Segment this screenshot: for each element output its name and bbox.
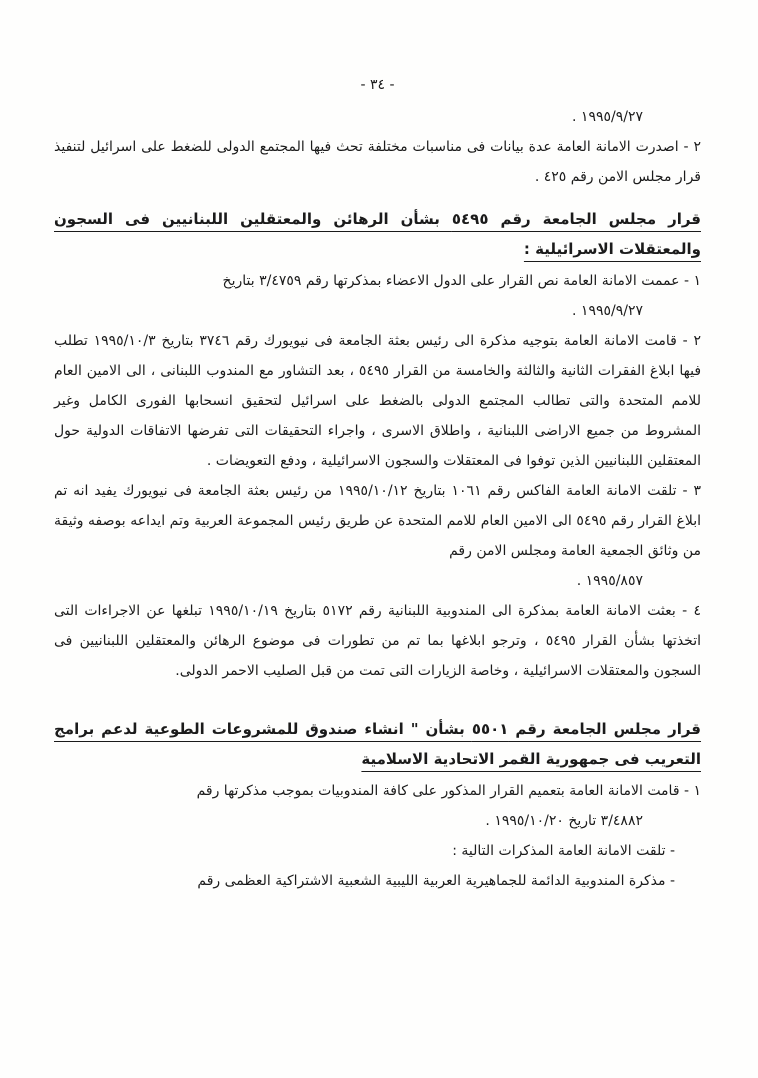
resolution-5495-heading: قرار مجلس الجامعة رقم ٥٤٩٥ بشأن الرهائن والمعتقلين اللبنانيين فى السجون والمعتقلات الاسرائيلية : [54, 210, 701, 258]
res5495-item-4: ٤ - بعثت الامانة العامة بمذكرة الى المندوبية اللبنانية رقم ٥١٧٢ بتاريخ ١٩٩٥/١٠/١٩ تبلغها عن الاجراءات التى اتخذتها بشأن القرار ٥٤٩٥ ، وترجو ابلاغها بما تم من تطورات فى موضوع الرهائن والمعتقلين اللبنانيين فى السجون والمعتقلات الاسرائيلية ، وخاصة الزيارات التى تمت من قبل الصليب الاحمر الدولى. [54, 603, 701, 679]
res5495-item-1-date-line: ١٩٩٥/٩/٢٧ . [572, 303, 643, 319]
point-2-statements-paragraph: ٢ - اصدرت الامانة العامة عدة بيانات فى مناسبات مختلفة تحث فيها المجتمع الدولى للضغط على اسرائيل لتنفيذ قرار مجلس الامن رقم ٤٢٥ . [54, 139, 701, 185]
memos-received-line: - تلقت الامانة العامة المذكرات التالية : [452, 843, 675, 859]
res5495-item-2: ٢ - قامت الامانة العامة بتوجيه مذكرة الى رئيس بعثة الجامعة فى نيويورك رقم ٣٧٤٦ بتاريخ ١٩٩٥/١٠/٣ تطلب فيها ابلاغ الفقرات الثانية والثالثة والخامسة من القرار ٥٤٩٥ ، بعد التشاور مع المندوب اللبنانى ، الى الامين العام للامم المتحدة والتى تطالب المجتمع الدولى بالضغط على اسرائيل لتحقيق انسحابها الفورى الكامل وغير المشروط من جميع الاراضى اللبنانية ، واطلاق الاسرى ، واجراء التحقيقات التى تفرضها الاتفاقات الدولية حول المعتقلين اللبنانيين الذين توفوا فى المعتقلات والسجون الاسرائيلية ، ودفع التعويضات . [54, 333, 702, 469]
res5495-item-1: ١ - عممت الامانة العامة نص القرار على الدول الاعضاء بمذكرتها رقم ٣/٤٧٥٩ بتاريخ [222, 273, 701, 289]
resolution-5501-heading: قرار مجلس الجامعة رقم ٥٥٠١ بشأن " انشاء صندوق للمشروعات الطوعية لدعم برامج التعريب فى جمهورية القمر الاتحادية الاسلامية [54, 720, 702, 768]
res5495-item-3-ref-line: ١٩٩٥/٨٥٧ . [576, 573, 643, 589]
res5495-item-3: ٣ - تلقت الامانة العامة الفاكس رقم ١٠٦١ بتاريخ ١٩٩٥/١٠/١٢ من رئيس بعثة الجامعة فى نيويورك يفيد انه تم ابلاغ القرار رقم ٥٤٩٥ الى الامين العام للامم المتحدة عن طريق رئيس المجموعة العربية وتم ايداعه بوصفه وثيقة من وثائق الجمعية العامة ومجلس الامن رقم [54, 483, 701, 559]
continued-date-line: ١٩٩٥/٩/٢٧ . [572, 109, 643, 125]
libya-memo-line: - مذكرة المندوبية الدائمة للجماهيرية العربية الليبية الشعبية الاشتراكية العظمى رقم [197, 873, 675, 889]
res5501-item-1-date-line: ٣/٤٨٨٢ تاريخ ١٩٩٥/١٠/٢٠ . [485, 813, 643, 829]
res5501-item-1: ١ - قامت الامانة العامة بتعميم القرار المذكور على كافة المندوبيات بموجب مذكرتها رقم [196, 783, 701, 799]
page-number: - ٣٤ - [360, 77, 395, 93]
